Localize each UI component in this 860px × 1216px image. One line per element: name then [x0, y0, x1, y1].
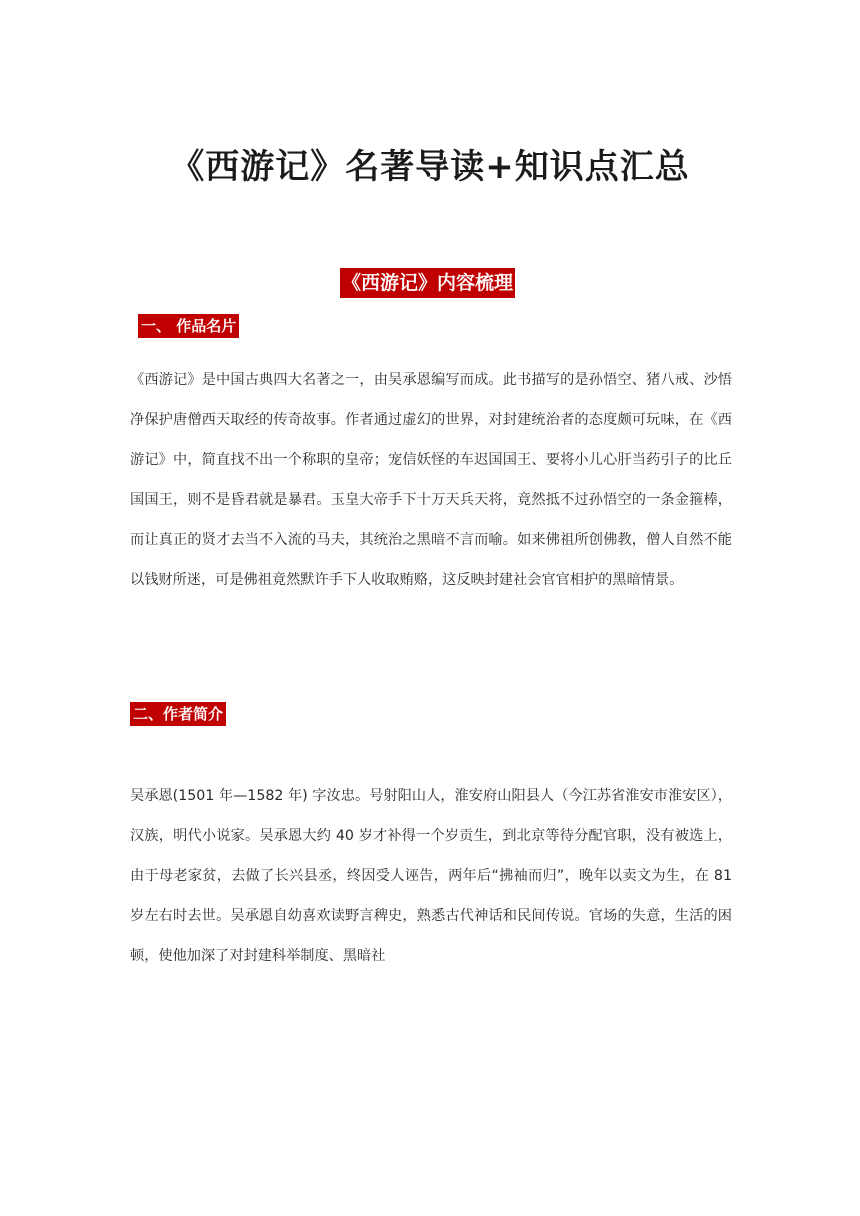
page-title: 《西游记》名著导读+知识点汇总 — [170, 146, 690, 187]
section-heading-work-card: 一、 作品名片 — [138, 314, 239, 338]
paragraph-author-intro: 吴承恩(1501 年—1582 年) 字汝忠。号射阳山人，淮安府山阳县人（今江苏省淮安市淮安区），汉族，明代小说家。吴承恩大约 40 岁才补得一个岁贡生，到北京等待分配官职，没有被选上，由于母老家贫，去做了长兴县丞，终因受人诬告，两年后“拂袖而归”，晚年以卖文为生，在 81 岁左右时去世。吴承恩自幼喜欢读野言稗史，熟悉古代神话和民间传说。官场的失意，生活的困顿，使他加深了对封建科举制度、黑暗社 — [130, 788, 732, 964]
section-banner: 《西游记》内容梳理 — [340, 268, 515, 298]
paragraph-work-card: 《西游记》是中国古典四大名著之一，由吴承恩编写而成。此书描写的是孙悟空、猪八戒、沙悟净保护唐僧西天取经的传奇故事。作者通过虚幻的世界，对封建统治者的态度颇可玩味，在《西游记》中，简直找不出一个称职的皇帝；宠信妖怪的车迟国国王、要将小儿心肝当药引子的比丘国国王，则不是昏君就是暴君。玉皇大帝手下十万天兵天将，竟然抵不过孙悟空的一条金箍棒，而让真正的贤才去当不入流的马夫，其统治之黑暗不言而喻。如来佛祖所创佛教，僧人自然不能以钱财所迷，可是佛祖竟然默许手下人收取贿赂，这反映封建社会官官相护的黑暗情景。 — [130, 372, 732, 588]
section-heading-author-intro: 二、作者简介 — [130, 702, 226, 726]
